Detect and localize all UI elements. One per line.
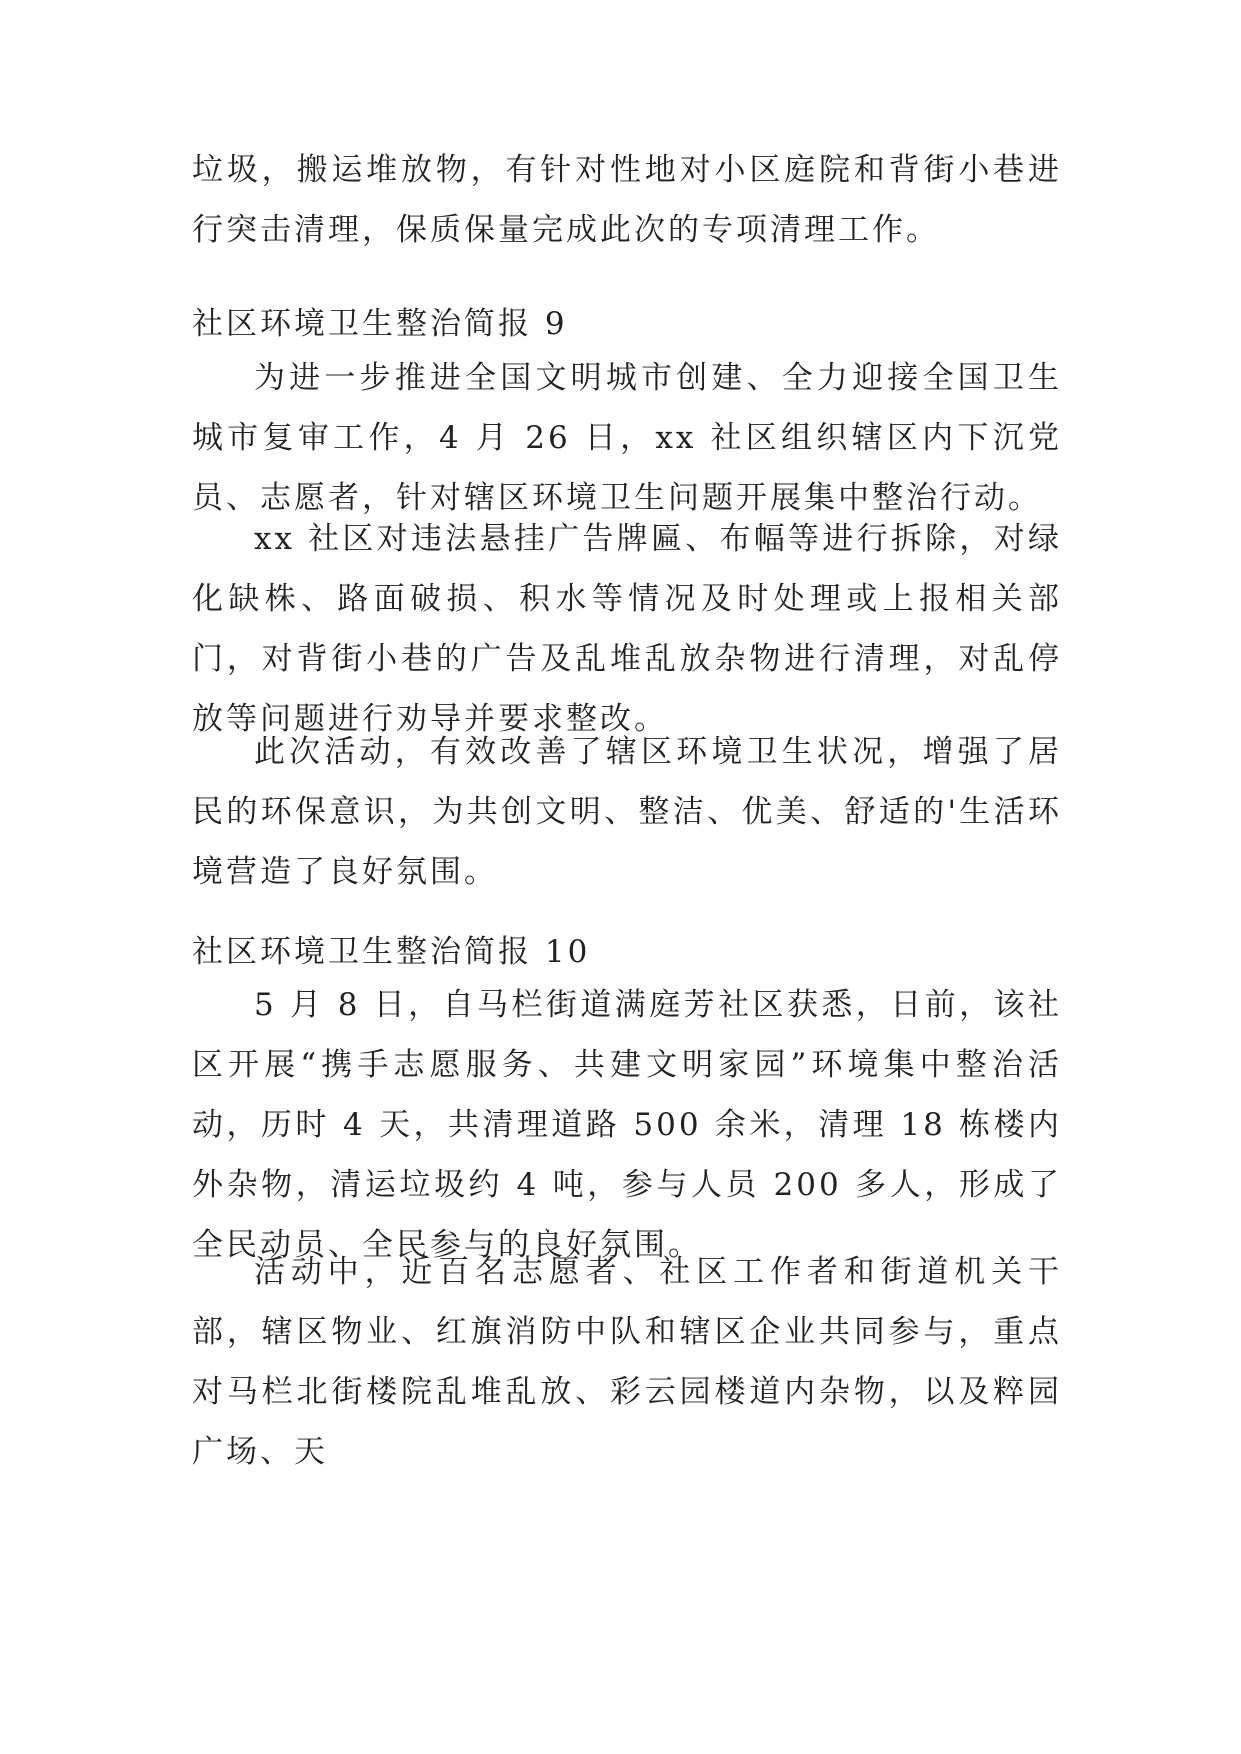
section-9-body-2 [192, 509, 1062, 749]
section-10-body [192, 975, 1062, 1275]
section-10-paragraph-2: 活动中，近百名志愿者、社区工作者和街道机关干部，辖区物业、红旗消防中队和辖区企业共同参与，重点对马栏北街楼院乱堆乱放、彩云园楼道内杂物，以及粹园广场、天 [192, 1254, 1062, 1470]
intro-section [192, 140, 1062, 260]
section-9-body-3 [192, 722, 1062, 902]
intro-paragraph: 垃圾，搬运堆放物，有针对性地对小区庭院和背街小巷进行突击清理，保质保量完成此次的专项清理工作。 [192, 152, 1062, 248]
section-10 [192, 922, 1062, 982]
section-9-paragraph-2: xx 社区对违法悬挂广告牌匾、布幅等进行拆除，对绿化缺株、路面破损、积水等情况及时处理或上报相关部门，对背街小巷的广告及乱堆乱放杂物进行清理，对乱停放等问题进行劝导并要求整改。 [192, 521, 1062, 737]
section-9-body [192, 348, 1062, 528]
section-9-heading: 社区环境卫生整治简报 9 [192, 306, 568, 342]
section-10-body-2 [192, 1242, 1062, 1482]
section-10-heading: 社区环境卫生整治简报 10 [192, 934, 591, 970]
section-9-paragraph-3: 此次活动，有效改善了辖区环境卫生状况，增强了居民的环保意识，为共创文明、整洁、优美、舒适的'生活环境营造了良好氛围。 [192, 734, 1062, 890]
section-9 [192, 294, 1062, 354]
section-9-paragraph-1: 为进一步推进全国文明城市创建、全力迎接全国卫生城市复审工作，4 月 26 日，xx 社区组织辖区内下沉党员、志愿者，针对辖区环境卫生问题开展集中整治行动。 [192, 360, 1062, 516]
section-10-paragraph-1: 5 月 8 日，自马栏街道满庭芳社区获悉，日前，该社区开展“携手志愿服务、共建文明家园”环境集中整治活动，历时 4 天，共清理道路 500 余米，清理 18 栋楼内外杂物，清运垃圾约 4 吨，参与人员 200 多人，形成了全民动员、全民参与的良好氛围。 [192, 987, 1062, 1263]
